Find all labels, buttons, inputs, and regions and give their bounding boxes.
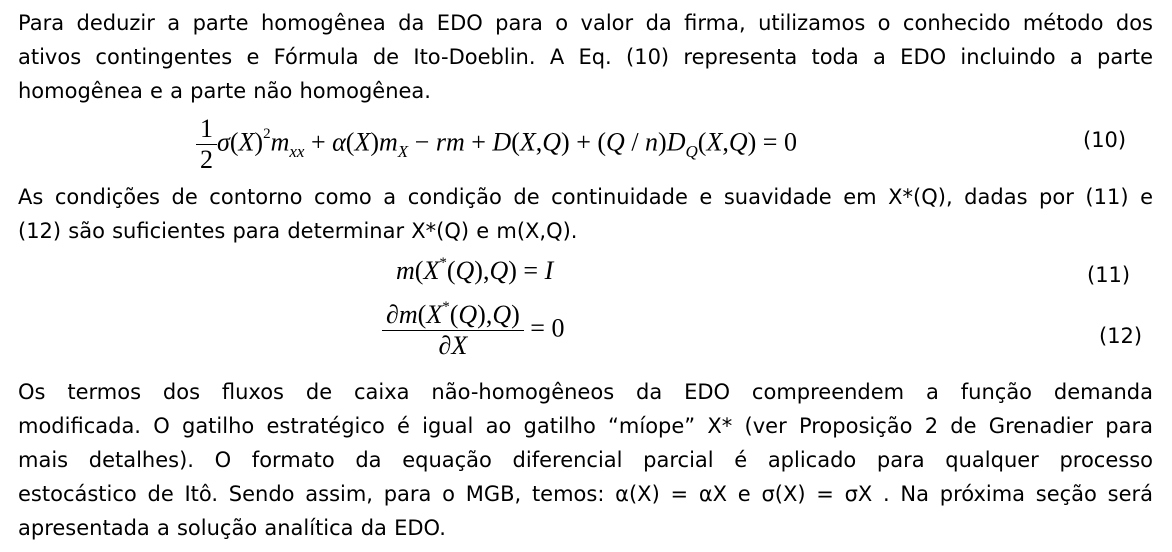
paragraph-intro: [18, 6, 1153, 108]
fraction-partial-derivative: $\frac{\partial m(X^*(Q),Q)}{\partial X}$: [382, 300, 524, 361]
equation-11: m(X*(Q),Q) = I: [396, 255, 554, 285]
text-line: estocástico de Itô. Sendo assim, para o MGB, temos: α(X) = αX e σ(X) = σX . Na próxima seção será: [18, 482, 1153, 506]
text-line: ativos contingentes e Fórmula de Ito-Doeblin. A Eq. (10) representa toda a EDO incluindo a parte: [18, 45, 1153, 69]
text-line: Os termos dos fluxos de caixa não-homogêneos da EDO compreendem a função demanda: [18, 380, 1153, 404]
equation-number-10: (10): [1083, 128, 1127, 152]
text-line: mais detalhes). O formato da equação diferencial parcial é aplicado para qualquer processo: [18, 448, 1153, 472]
text-line: Para deduzir a parte homogênea da EDO para o valor da firma, utilizamos o conhecido método dos: [18, 11, 1153, 35]
equation-10: $\frac{1}{2}$ $\sigma(X)^2m_{xx} + \alpha(X)m_X$ − rm + $D(X,Q) + (Q / n)D_Q(X,Q) = 0$: [196, 114, 797, 175]
text-line: As condições de contorno como a condição de continuidade e suavidade em X*(Q), dadas por (11) e: [18, 185, 1153, 209]
text-line: apresentada a solução analítica da EDO.: [18, 516, 446, 540]
paragraph-cash-flows: [18, 375, 1153, 545]
equation-12: $\frac{\partial m(X^*(Q),Q)}{\partial X}$ = 0: [382, 300, 564, 361]
text-line: homogênea e a parte não homogênea.: [18, 79, 431, 103]
text-line: modificada. O gatilho estratégico é igual ao gatilho “míope” X* (ver Proposição 2 de Grenadier para: [18, 414, 1153, 438]
paragraph-boundary-conditions: [18, 180, 1153, 248]
fraction-one-half: $\frac{1}{2}$: [196, 114, 217, 175]
equation-number-11: (11): [1087, 263, 1131, 287]
text-line: (12) são suficientes para determinar X*(Q) e m(X,Q).: [18, 219, 578, 243]
equation-number-12: (12): [1099, 324, 1143, 348]
